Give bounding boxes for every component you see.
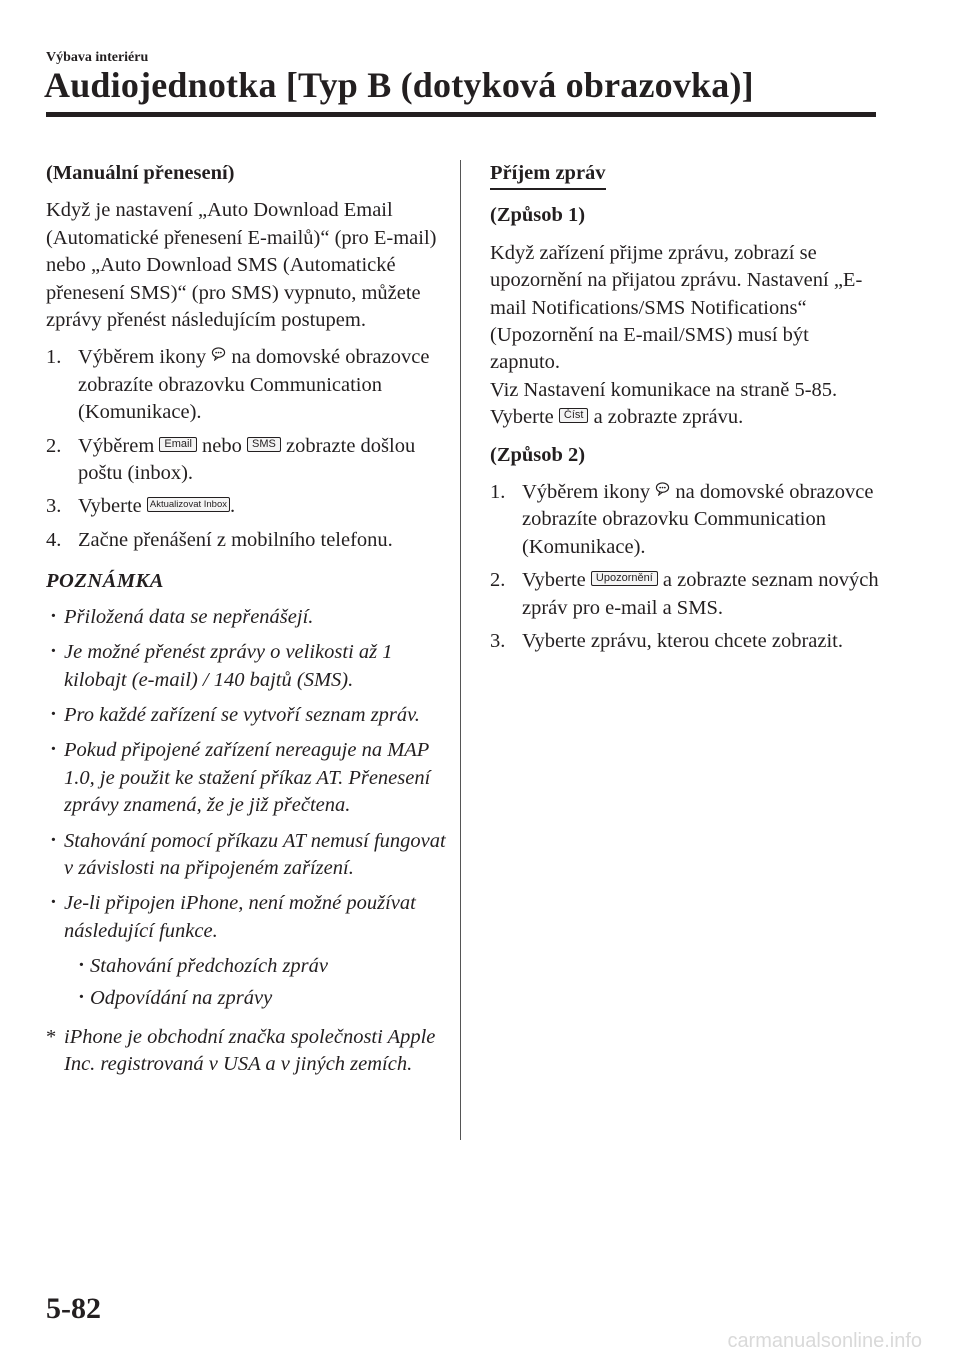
note-item: · Pro každé zařízení se vytvoří seznam zpráv. <box>46 702 446 729</box>
notifications-button[interactable]: Upozornění <box>591 571 658 586</box>
step-number: 3. <box>46 495 62 518</box>
step-2: 2. Vyberte Upozornění a zobrazte seznam nových zpráv pro e-mail a SMS. <box>490 569 879 619</box>
note-item: · Přiložená data se nepřenášejí. <box>46 604 446 631</box>
step-number: 2. <box>490 569 506 592</box>
section-label: Výbava interiéru <box>46 50 149 65</box>
step-1: 1. Výběrem ikony na domovské obrazovce zobrazíte obrazovku Communication (Komunikace). <box>46 346 430 424</box>
method-1-text: Když zařízení přijme zprávu, zobrazí se upozornění na přijatou zprávu. Nastavení „E-mail Notifications/SMS Notifications“ (Upozornění na E-mail/SMS) musí být zapnuto. <box>490 241 863 374</box>
sms-button[interactable]: SMS <box>247 437 281 452</box>
column-divider <box>460 160 461 1140</box>
watermark: carmanualsonline.info <box>727 1330 922 1352</box>
manual-transfer-steps <box>46 344 446 554</box>
read-button[interactable]: Číst <box>559 408 589 423</box>
footnote-mark: * <box>46 1025 57 1048</box>
note-item: · Je-li připojen iPhone, není možné používat následující funkce. <box>46 890 446 945</box>
manual-transfer-intro: Když je nastavení „Auto Download Email (Automatické přenesení E-mailů)“ (pro E-mail) nebo „Auto Download SMS (Automatické přenesení SMS)“ (pro SMS) vypnuto, můžete zprávy přenést následujícím postupem. <box>46 199 437 332</box>
note-item: · Je možné přenést zprávy o velikosti až 1 kilobajt (e-mail) / 140 bajtů (SMS). <box>46 639 446 694</box>
method-1-reference: Viz Nastavení komunikace na straně 5-85. <box>490 378 838 401</box>
step-number: 4. <box>46 528 62 551</box>
method-1-heading: (Způsob 1) <box>490 204 586 227</box>
communication-icon <box>655 481 670 496</box>
step-number: 2. <box>46 434 62 457</box>
note-item: · Stahování pomocí příkazu AT nemusí fungovat v závislosti na připojeném zařízení. <box>46 828 446 883</box>
title-rule <box>46 112 876 117</box>
step-3: 3. Vyberte Aktualizovat Inbox . <box>46 493 446 520</box>
method-2-heading: (Způsob 2) <box>490 443 586 466</box>
subnote-item: · Odpovídání na zprávy <box>76 985 446 1012</box>
note-item: · Pokud připojené zařízení nereaguje na MAP 1.0, je použit ke stažení příkaz AT. Přenesení zprávy znamená, že je již přečtena. <box>46 737 446 819</box>
right-column <box>490 160 880 666</box>
page-number: 5-82 <box>46 1292 101 1325</box>
step-2: 2. Výběrem Email nebo SMS zobrazte došlou poštu (inbox). <box>46 434 416 485</box>
method-1-select: Vyberte Číst a zobrazte zprávu. <box>490 406 744 429</box>
subnote-item: · Stahování předchozích zpráv <box>76 953 446 980</box>
page-title: Audiojednotka [Typ B (dotyková obrazovka)] <box>44 65 754 105</box>
communication-icon <box>211 346 226 361</box>
step-3: 3. Vyberte zprávu, kterou chcete zobrazit. <box>490 628 880 655</box>
step-4: 4. Začne přenášení z mobilního telefonu. <box>46 527 446 554</box>
note-sublist <box>76 953 446 1012</box>
step-number: 1. <box>490 481 506 504</box>
step-1: 1. Výběrem ikony na domovské obrazovce zobrazíte obrazovku Communication (Komunikace). <box>490 481 874 558</box>
manual-transfer-heading: (Manuální přenesení) <box>46 162 235 184</box>
note-heading: POZNÁMKA <box>46 570 164 593</box>
step-number: 3. <box>490 630 506 653</box>
step-number: 1. <box>46 346 62 369</box>
email-button[interactable]: Email <box>159 437 197 452</box>
trademark-footnote: * iPhone je obchodní značka společnosti Apple Inc. registrovaná v USA a v jiných zemích. <box>46 1025 436 1076</box>
note-list <box>46 604 446 945</box>
receiving-heading: Příjem zpráv <box>490 160 606 190</box>
left-column <box>46 160 446 1079</box>
method-2-steps <box>490 479 880 655</box>
update-inbox-button[interactable]: Aktualizovat Inbox <box>147 497 230 512</box>
